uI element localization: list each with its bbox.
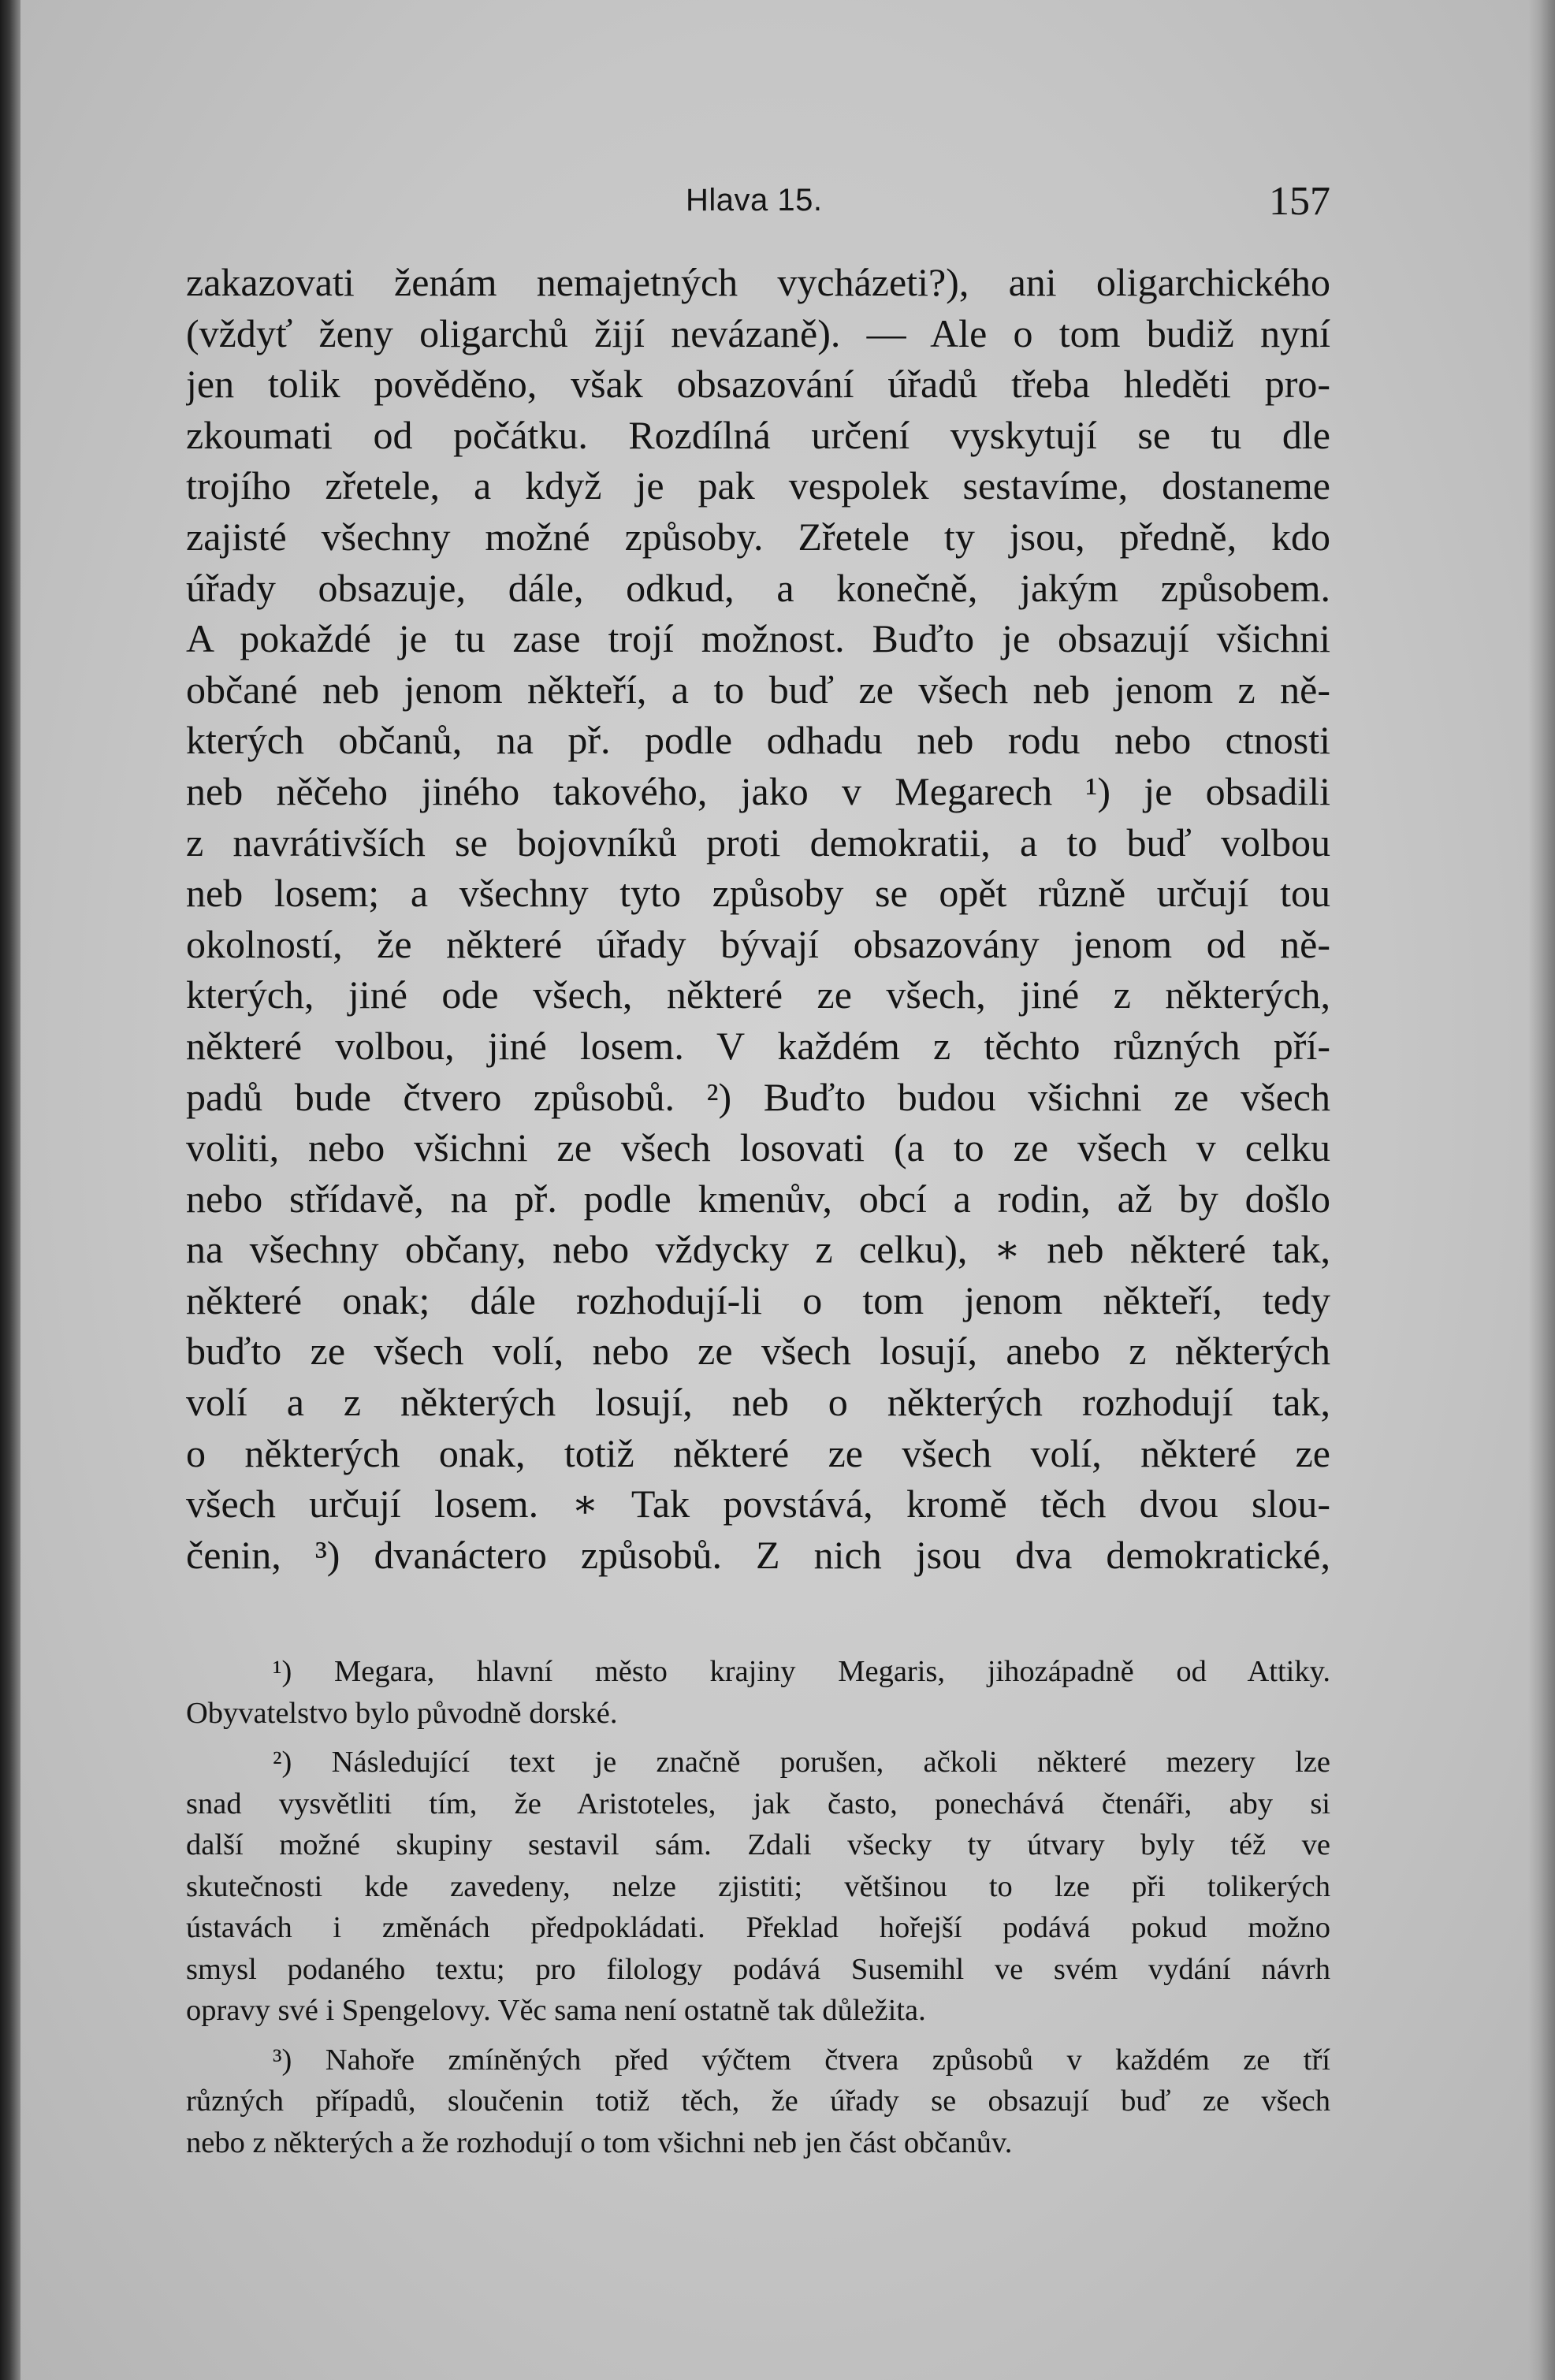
footnote-line: skutečnosti kde zavedeny, nelze zjistiti; většinou to lze při tolikerých	[186, 1869, 1330, 1903]
footnote-line: Obyvatelstvo bylo původně dorské.	[186, 1696, 618, 1730]
text-line: z navrátivších se bojovníků proti demokratii, a to buď volbou	[186, 820, 1330, 865]
text-line: okolností, že některé úřady bývají obsazovány jenom od ně-	[186, 921, 1330, 966]
text-line: A pokaždé je tu zase trojí možnost. Buďto je obsazují všichni	[186, 616, 1330, 661]
footnote-line: další možné skupiny sestavil sám. Zdali všecky ty útvary byly též ve	[186, 1828, 1330, 1862]
binding-shadow-left	[0, 0, 20, 2380]
text-line: neb něčeho jiného takového, jako v Megarech ¹) je obsadili	[186, 768, 1330, 813]
text-line: padů bude čtvero způsobů. ²) Buďto budou všichni ze všech	[186, 1074, 1330, 1119]
text-line: úřady obsazuje, dále, odkud, a konečně, jakým způsobem.	[186, 565, 1330, 610]
text-line: jen tolik pověděno, však obsazování úřadů třeba hleděti pro-	[186, 362, 1330, 407]
text-line: (vždyť ženy oligarchů žijí nevázaně). — Ale o tom budiž nyní	[186, 311, 1330, 355]
text-line: občané neb jenom někteří, a to buď ze všech neb jenom z ně-	[186, 667, 1330, 712]
book-page	[186, 173, 1330, 2163]
footnote-line: ²) Následující text je značně porušen, ačkoli některé mezery lze	[273, 1746, 1330, 1779]
text-line: nebo střídavě, na př. podle kmenův, obcí a rodin, až by došlo	[186, 1176, 1330, 1221]
text-line: některé onak; dále rozhodují-li o tom jenom někteří, tedy	[186, 1277, 1330, 1322]
text-line: buďto ze všech volí, nebo ze všech losují, anebo z některých	[186, 1329, 1330, 1374]
text-line: zajisté všechny možné způsoby. Zřetele ty jsou, předně, kdo	[186, 514, 1330, 559]
footnote-3	[186, 2040, 1330, 2164]
text-line: kterých, jiné ode všech, některé ze všech, jiné z některých,	[186, 972, 1330, 1017]
footnote-line: ³) Nahoře zmíněných před výčtem čtvera způsobů v každém ze tří	[273, 2043, 1330, 2077]
text-line: neb losem; a všechny tyto způsoby se opět různě určují tou	[186, 871, 1330, 916]
text-line: kterých občanů, na př. podle odhadu neb rodu nebo ctnosti	[186, 718, 1330, 763]
running-header	[186, 173, 1330, 236]
text-line: o některých onak, totiž některé ze všech volí, některé ze	[186, 1430, 1330, 1475]
footnote-line: snad vysvětliti tím, že Aristoteles, jak často, ponechává čtenáři, aby si	[186, 1787, 1330, 1820]
page-number: 157	[1269, 179, 1330, 224]
footnote-line: nebo z některých a že rozhodují o tom všichni neb jen část občanův.	[186, 2125, 1013, 2159]
text-line: čenin, ³) dvanáctero způsobů. Z nich jsou dva demokratické,	[186, 1532, 1330, 1577]
footnote-line: opravy své i Spengelovy. Věc sama není ostatně tak důležita.	[186, 1994, 926, 2028]
text-line: na všechny občany, nebo vždycky z celku), ∗ neb některé tak,	[186, 1227, 1330, 1272]
text-line: zkoumati od počátku. Rozdílná určení vyskytují se tu dle	[186, 412, 1330, 457]
footnote-2	[186, 1742, 1330, 2032]
text-line: některé volbou, jiné losem. V každém z těchto různých pří-	[186, 1023, 1330, 1068]
footnote-line: ústavách i změnách předpokládati. Překlad hořejší podává pokud možno	[186, 1911, 1330, 1945]
footnote-line: smysl podaného textu; pro filology podává Susemihl ve svém vydání návrh	[186, 1952, 1330, 1986]
main-text	[186, 257, 1330, 1580]
text-line: trojího zřetele, a když je pak vespolek sestavíme, dostaneme	[186, 463, 1330, 508]
footnote-1	[186, 1651, 1330, 1734]
footnote-line: ¹) Megara, hlavní město krajiny Megaris, jihozápadně od Attiky.	[273, 1655, 1330, 1689]
footnote-line: různých případů, sloučenin totiž těch, že úřady se obsazují buď ze všech	[186, 2084, 1330, 2118]
text-line: volí a z některých losují, neb o některých rozhodují tak,	[186, 1380, 1330, 1425]
footnotes	[186, 1651, 1330, 2163]
chapter-heading: Hlava 15.	[686, 183, 823, 218]
text-line: zakazovati ženám nemajetných vycházeti?), ani oligarchického	[186, 260, 1330, 304]
text-line: voliti, nebo všichni ze všech losovati (a to ze všech v celku	[186, 1125, 1330, 1170]
page-edge-right	[1528, 0, 1555, 2380]
text-line: všech určují losem. ∗ Tak povstává, kromě těch dvou slou-	[186, 1482, 1330, 1527]
